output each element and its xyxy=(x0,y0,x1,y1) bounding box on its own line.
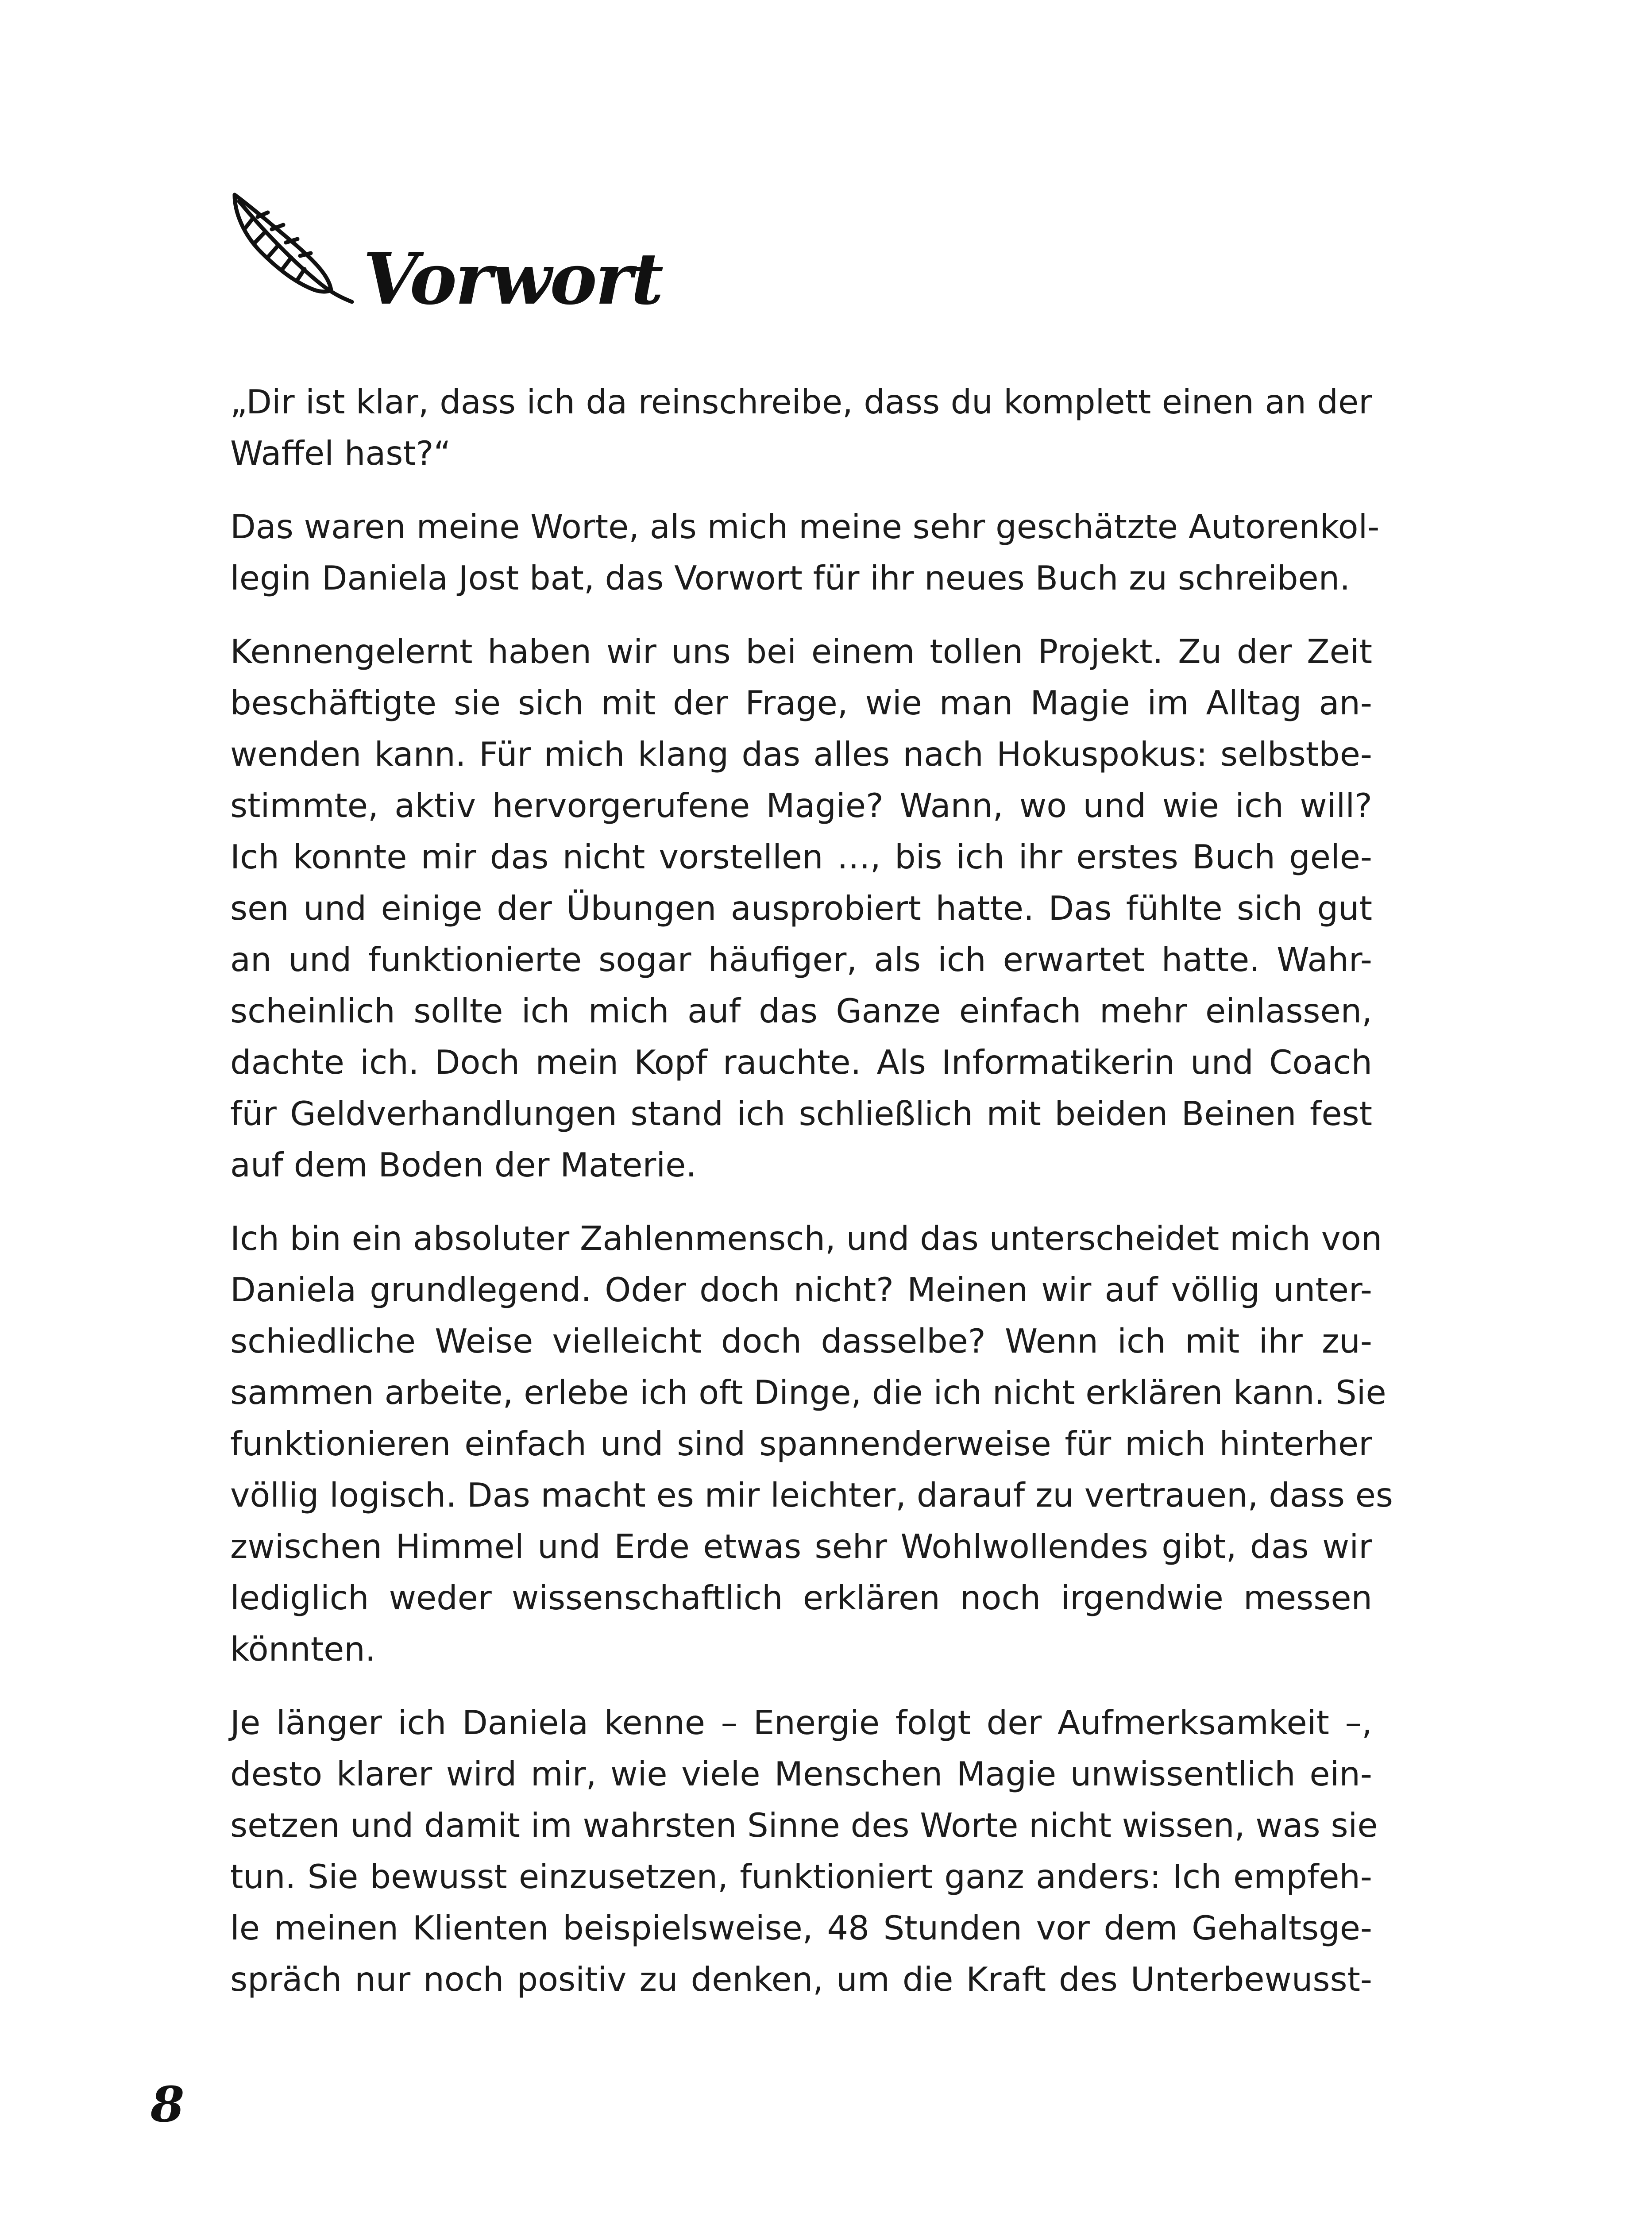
text-line: Ich bin ein absoluter Zahlenmensch, und das unterscheidet mich von xyxy=(230,1219,1382,1258)
text-line: schiedliche Weise vielleicht doch dasselbe? Wenn ich mit ihr zu- xyxy=(230,1322,1372,1361)
text-line: Waffel hast?“ xyxy=(230,434,451,473)
chapter-heading xyxy=(226,186,845,336)
text-line: zwischen Himmel und Erde etwas sehr Wohlwollendes gibt, das wir xyxy=(230,1527,1372,1566)
text-line: auf dem Boden der Materie. xyxy=(230,1145,697,1184)
text-line: legin Daniela Jost bat, das Vorwort für ihr neues Buch zu schreiben. xyxy=(230,559,1351,598)
text-line: setzen und damit im wahrsten Sinne des Worte nicht wissen, was sie xyxy=(230,1806,1378,1845)
text-line: desto klarer wird mir, wie viele Menschen Magie unwissentlich ein- xyxy=(230,1754,1372,1793)
text-line: stimmte, aktiv hervorgerufene Magie? Wann, wo und wie ich will? xyxy=(230,786,1372,825)
text-line: spräch nur noch positiv zu denken, um die Kraft des Unterbewusst- xyxy=(230,1960,1372,1999)
body-text xyxy=(230,376,1393,2027)
paragraph xyxy=(230,376,1372,479)
text-line: dachte ich. Doch mein Kopf rauchte. Als Informatikerin und Coach xyxy=(230,1043,1372,1082)
text-line: Kennengelernt haben wir uns bei einem tollen Projekt. Zu der Zeit xyxy=(230,632,1372,671)
text-line: beschäftigte sie sich mit der Frage, wie man Magie im Alltag an- xyxy=(230,683,1372,722)
text-line: funktionieren einfach und sind spannenderweise für mich hinterher xyxy=(230,1424,1372,1463)
page-number: 8 xyxy=(151,2076,185,2133)
text-line: Das waren meine Worte, als mich meine sehr geschätzte Autorenkol- xyxy=(230,507,1380,546)
text-line: Ich konnte mir das nicht vorstellen …, bis ich ihr erstes Buch gele- xyxy=(230,837,1372,876)
paragraph xyxy=(230,501,1380,604)
text-line: tun. Sie bewusst einzusetzen, funktioniert ganz anders: Ich empfeh- xyxy=(230,1857,1372,1896)
text-line: wenden kann. Für mich klang das alles nach Hokuspokus: selbstbe- xyxy=(230,735,1372,774)
text-line: scheinlich sollte ich mich auf das Ganze einfach mehr einlassen, xyxy=(230,991,1372,1030)
text-line: könnten. xyxy=(230,1630,376,1669)
text-line: völlig logisch. Das macht es mir leichter, darauf zu vertrauen, dass es xyxy=(230,1476,1393,1515)
paragraph xyxy=(230,1213,1393,1675)
text-line: für Geldverhandlungen stand ich schließlich mit beiden Beinen fest xyxy=(230,1094,1372,1133)
paragraph xyxy=(230,626,1372,1191)
text-line: lediglich weder wissenschaftlich erklären noch irgendwie messen xyxy=(230,1578,1372,1617)
chapter-title: Vorwort xyxy=(363,237,662,320)
feather-icon xyxy=(226,186,359,319)
text-line: sammen arbeite, erlebe ich oft Dinge, die ich nicht erklären kann. Sie xyxy=(230,1373,1386,1412)
text-line: sen und einige der Übungen ausprobiert hatte. Das fühlte sich gut xyxy=(230,889,1372,928)
text-line: Je länger ich Daniela kenne – Energie folgt der Aufmerksamkeit –, xyxy=(230,1703,1372,1742)
text-line: an und funktionierte sogar häufiger, als ich erwartet hatte. Wahr- xyxy=(230,940,1372,979)
text-line: Daniela grundlegend. Oder doch nicht? Meinen wir auf völlig unter- xyxy=(230,1270,1372,1309)
paragraph xyxy=(230,1697,1378,2005)
text-line: le meinen Klienten beispielsweise, 48 Stunden vor dem Gehaltsge- xyxy=(230,1908,1372,1947)
text-line: „Dir ist klar, dass ich da reinschreibe, dass du komplett einen an der xyxy=(230,382,1372,421)
